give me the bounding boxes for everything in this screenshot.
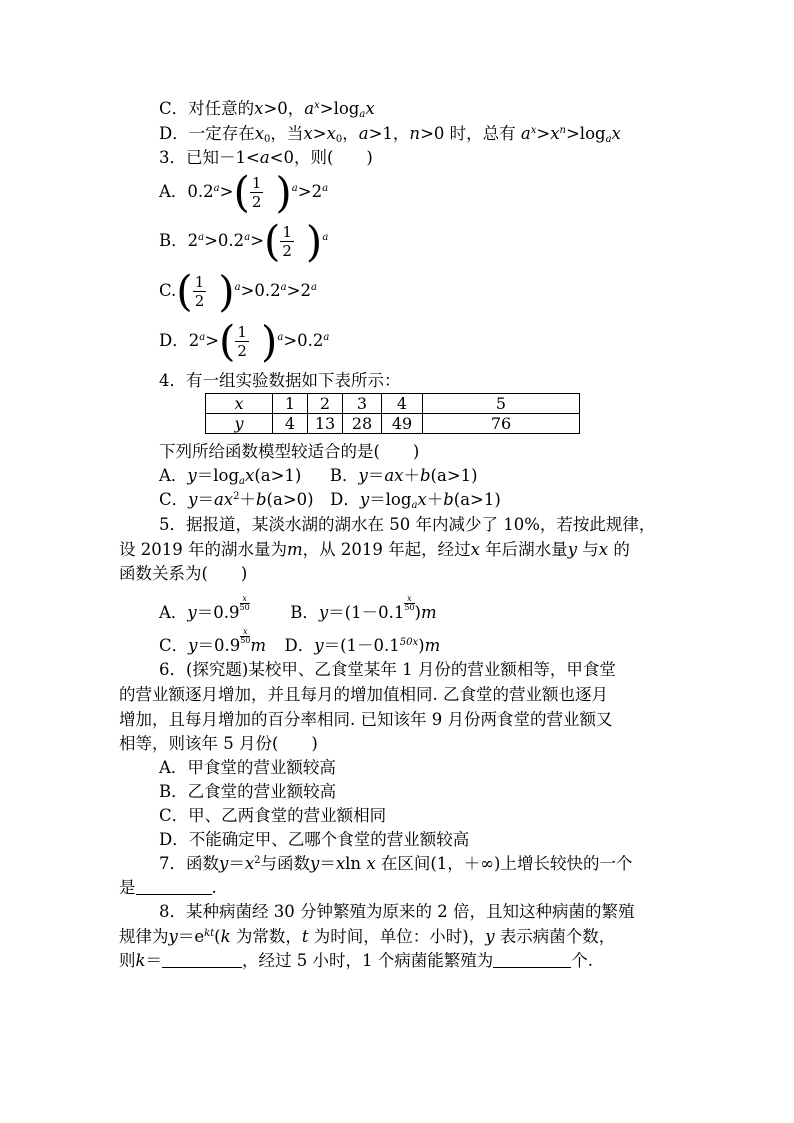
q4-prompt: 下列所给函数模型较适合的是( ) [159,442,420,461]
q6-line2: 的营业额逐月增加，并且每月的增加值相同. 乙食堂的营业额也逐月 [119,685,608,704]
q7-line1: 7．函数$y=x^2$与函数y＝xln x 在区间(1，＋∞)上增长较快的一个 [159,854,633,873]
q3-option-d: D．$2^a>$( $\frac{1}{2}$ )$^a$>0.2$^a$ [159,316,330,366]
q7-line2: 是 . [119,878,217,897]
q2-option-d: D．一定存在$x_0$，当$x>x_0$，a>1，n>0 时，总有 $a^x>x^n>\log_ax$ [159,124,621,145]
q5-options-ab: A．y＝0.9 $\frac{x}{50}$ B．y＝(1－0.1 $\frac{x}{50}$ )m [159,594,437,622]
q2-option-c: C．对任意的x>0，$a^x>\log_ax$ [159,99,375,120]
q5-line3: 函数关系为( ) [119,564,248,583]
q6-option-d: D．不能确定甲、乙哪个食堂的营业额较高 [159,830,470,849]
q8-line1: 8．某种病菌经 30 分钟繁殖为原来的 2 倍，且知这种病菌的繁殖 [159,902,635,921]
q4-stem: 4．有一组实验数据如下表所示： [159,371,401,390]
q6-line1: 6．(探究题)某校甲、乙食堂某年 1 月份的营业额相等，甲食堂 [159,660,616,679]
q8-k-answer-blank[interactable] [162,951,242,968]
q5-line2: 设 2019 年的湖水量为m，从 2019 年起，经过x 年后湖水量y 与x 的 [119,540,630,559]
q6-option-c: C．甲、乙两食堂的营业额相同 [159,806,387,825]
q3-option-a: A．0.2$^a$>( $\frac{1}{2}$ )$^a>2^a$ [159,167,329,217]
q5-line1: 5．据报道，某淡水湖的湖水在 50 年内减少了 10%，若按此规律， [159,515,656,534]
q4-options-ab: A．$y=\log_ax(a>1)$ B．y＝ax＋b(a>1) [159,466,478,487]
q8-line2: 规律为$y=e^{kt}(k$ 为常数，t 为时间，单位：小时)，y 表示病菌个数， [119,927,616,946]
q8-count-answer-blank[interactable] [493,951,571,968]
q6-option-a: A．甲食堂的营业额较高 [159,758,336,777]
q4-options-cd: C．$y=ax^2+b(a>0)$ D．$y=\log_ax+b(a>1)$ [159,490,501,511]
q6-line4: 相等，则该年 5 月份( ) [119,734,318,753]
table-row-y: y 4 13 28 49 76 [206,414,580,434]
table-row-x: x 1 2 3 4 5 [206,394,580,414]
q6-option-b: B．乙食堂的营业额较高 [159,782,337,801]
q7-answer-blank[interactable] [136,878,212,895]
q3-option-c: C.( $\frac{1}{2}$ )$^a>0.2^a>2^a$ [159,266,317,316]
q3-option-b: B．$2^a>0.2^a>$( $\frac{1}{2}$ )$^a$ [159,216,329,266]
q6-line3: 增加，且每月增加的百分率相同. 已知该年 9 月份两食堂的营业额又 [119,710,613,729]
q5-options-cd: C．y＝0.9 $\frac{x}{50}$ m D．$y=(1-0.1^{50x})m$ [159,627,441,655]
data-table [205,393,580,434]
q3-stem: 3．已知－1<a<0，则( ) [159,148,373,167]
q8-line3: 则k＝ ，经过 5 小时，1 个病菌能繁殖为 个. [119,951,593,970]
